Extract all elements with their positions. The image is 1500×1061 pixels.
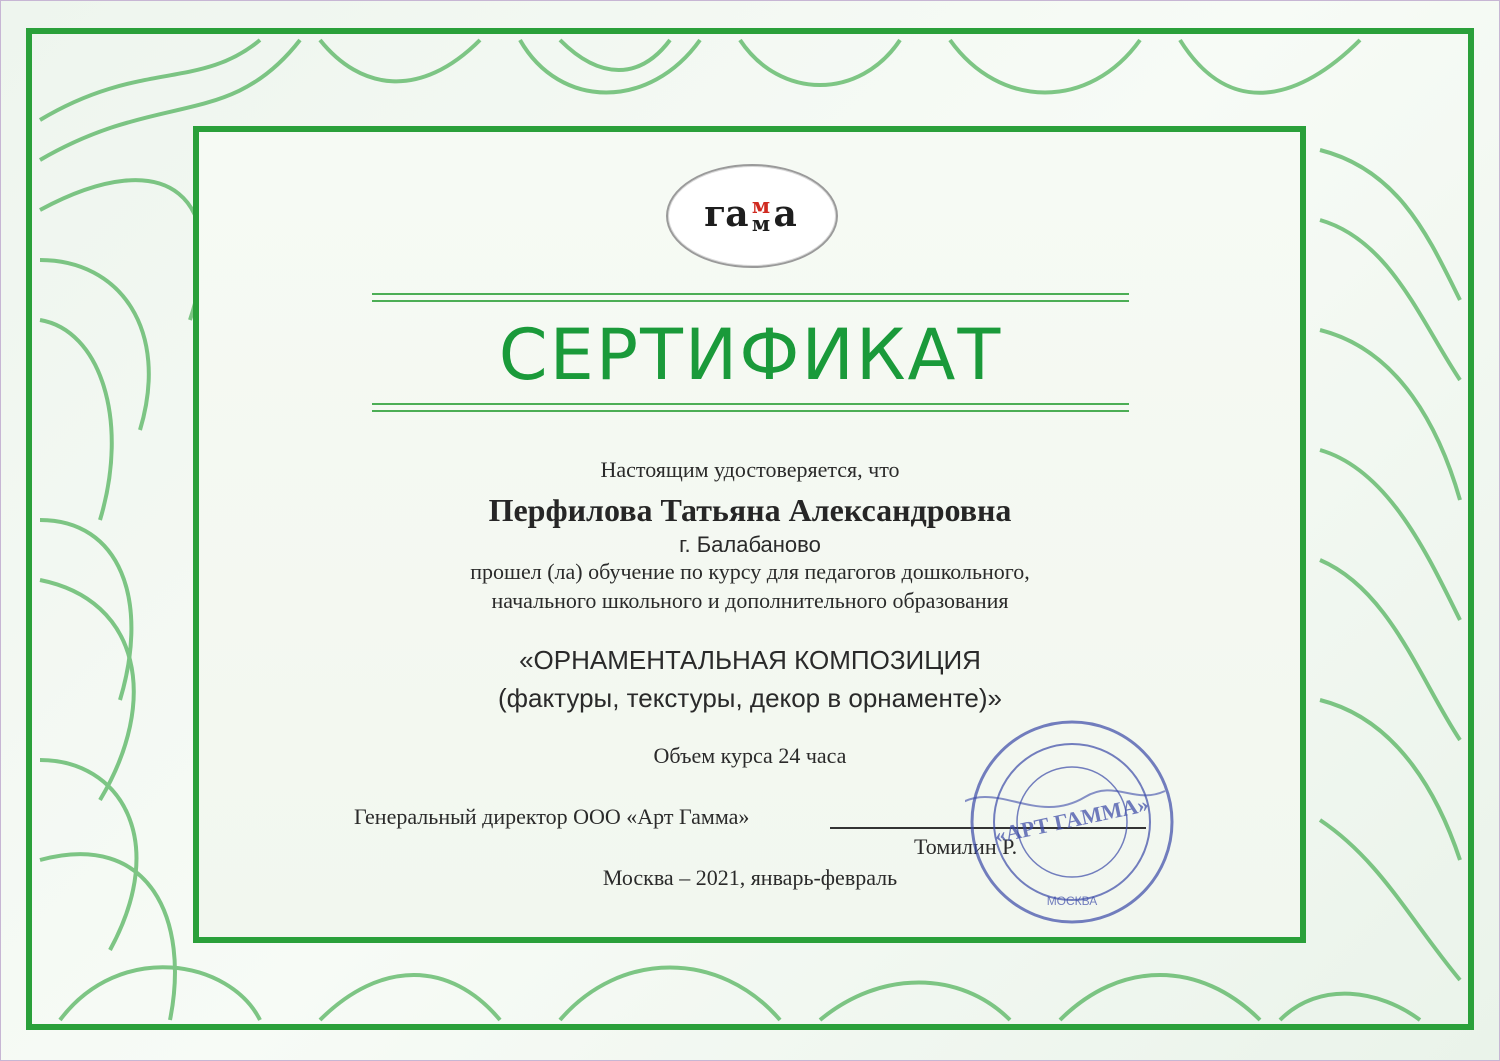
recipient-name: Перфилова Татьяна Александровна <box>488 492 1012 528</box>
course-hours: Объем курса 24 часа <box>653 743 847 768</box>
title-rule-top-1 <box>372 293 1129 295</box>
company-stamp <box>965 715 1180 930</box>
place-and-date: Москва – 2021, январь-февраль <box>602 865 898 890</box>
program-title-line-2: (фактуры, текстуры, декор в орнаменте)» <box>497 683 1003 713</box>
logo-m-stack <box>749 193 773 236</box>
director-label: Генеральный директор ООО «Арт Гамма» <box>354 804 750 829</box>
intro-text: Настоящим удостоверяется, что <box>600 457 900 482</box>
logo-m-bottom: м <box>751 211 770 236</box>
program-title-line-1: «ОРНАМЕНТАЛЬНАЯ КОМПОЗИЦИЯ <box>519 645 981 675</box>
stamp-bottom-text: МОСКВА <box>1046 894 1098 908</box>
logo-text-right: а <box>773 193 796 235</box>
recipient-city: г. Балабаново <box>679 532 821 557</box>
title-rule-bottom-1 <box>372 403 1129 405</box>
certificate-title: СЕРТИФИКАТ <box>498 314 1003 396</box>
stamp-center-text: «АРТ ГАММА» <box>992 791 1151 849</box>
title-rule-bottom-2 <box>372 410 1129 412</box>
title-rule-top-2 <box>372 300 1129 302</box>
signer-name: Томилин Р. <box>914 834 1018 859</box>
logo-text-left: га <box>704 193 748 235</box>
course-description-line-1: прошел (ла) обучение по курсу для педагогов дошкольного, <box>470 559 1030 584</box>
course-description-line-2: начального школьного и дополнительного образования <box>491 588 1009 613</box>
gamma-logo-text <box>686 188 814 240</box>
logo-m-top: м <box>751 193 770 218</box>
